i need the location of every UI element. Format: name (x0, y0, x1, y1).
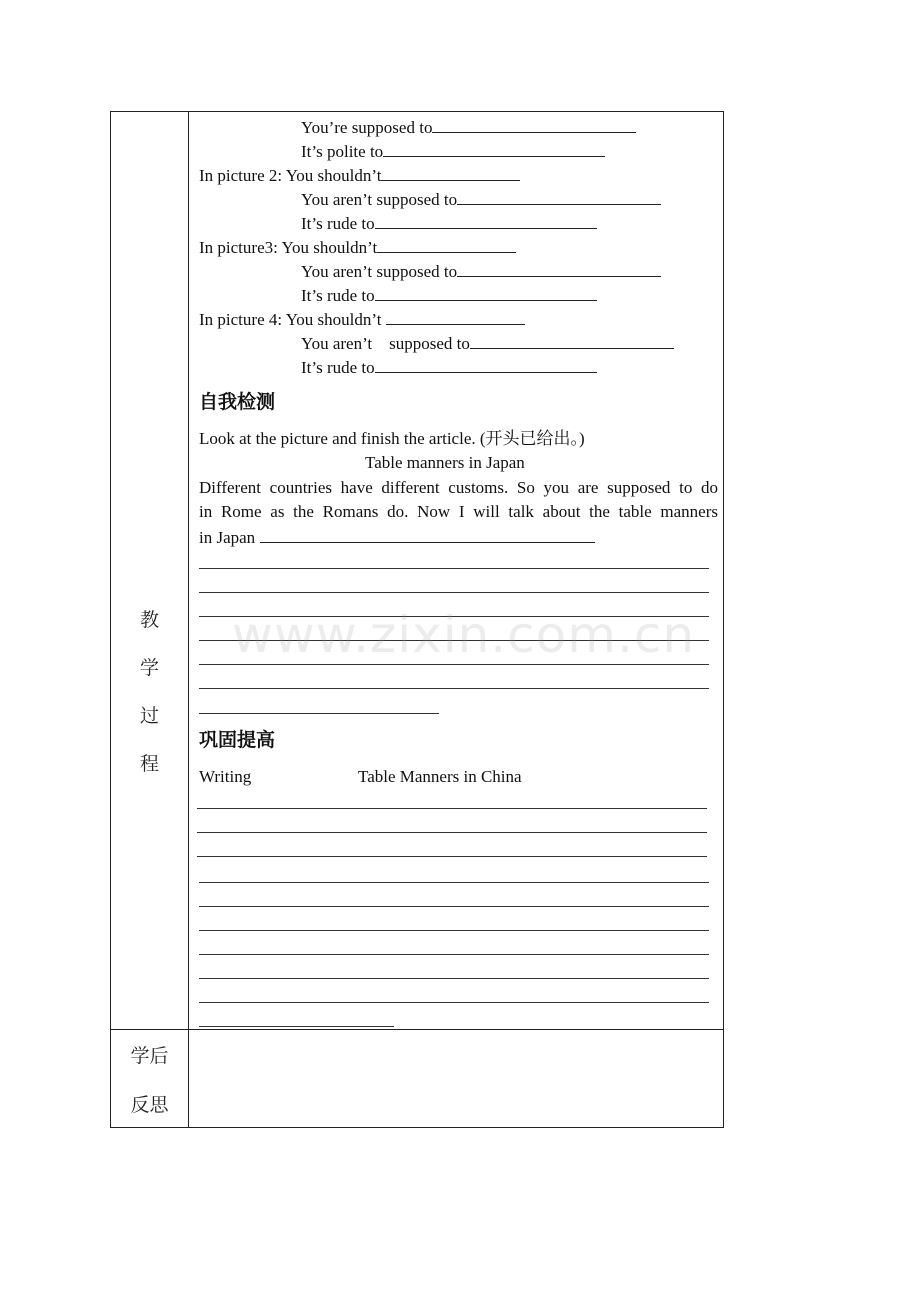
exercise-line: You aren’t supposed to (301, 260, 661, 282)
writing-line[interactable] (199, 592, 709, 593)
exercise-line: In picture 4: You shouldn’t (199, 308, 525, 330)
exercise-line: It’s polite to (301, 140, 605, 162)
answer-blank[interactable] (383, 140, 605, 157)
row-divider (111, 1029, 723, 1030)
writing-line[interactable] (199, 930, 709, 931)
label-char: 教 (139, 609, 159, 631)
label-line: 反思 (130, 1094, 169, 1116)
article-title: Table manners in Japan (365, 453, 525, 472)
writing-line[interactable] (199, 1026, 394, 1027)
article-paragraph-line: Different countries have different customs. So you are supposed to do (199, 478, 718, 497)
exercise-line: You’re supposed to (301, 116, 636, 138)
label-char: 程 (139, 753, 159, 775)
label-char: 学 (139, 657, 159, 679)
exercise-line: In picture 2: You shouldn’t (199, 164, 520, 186)
article-paragraph-line: in Japan (199, 526, 595, 548)
article-paragraph-line: in Rome as the Romans do. Now I will talk about the table manners (199, 502, 718, 521)
exercise-line: It’s rude to (301, 212, 597, 234)
column-divider (188, 112, 189, 1127)
answer-blank[interactable] (375, 284, 597, 301)
label-line: 学后 (130, 1045, 169, 1067)
writing-title: Table Manners in China (358, 767, 522, 786)
self-test-instruction: Look at the picture and finish the article. (开头已给出。) (199, 429, 585, 448)
exercise-line: You aren’t supposed to (301, 188, 661, 210)
writing-line[interactable] (199, 568, 709, 569)
writing-line[interactable] (199, 906, 709, 907)
watermark: www.zixin.com.cn (232, 606, 696, 664)
writing-line[interactable] (199, 978, 709, 979)
writing-line[interactable] (199, 664, 709, 665)
label-teaching-process (111, 605, 188, 797)
consolidate-heading: 巩固提高 (199, 729, 276, 751)
writing-line[interactable] (199, 882, 709, 883)
answer-blank[interactable] (375, 356, 597, 373)
writing-line[interactable] (197, 832, 707, 833)
answer-blank[interactable] (375, 212, 597, 229)
answer-blank[interactable] (457, 188, 661, 205)
writing-line[interactable] (197, 808, 707, 809)
exercise-line: It’s rude to (301, 356, 597, 378)
exercise-line: It’s rude to (301, 284, 597, 306)
answer-blank[interactable] (432, 116, 636, 133)
answer-blank[interactable] (470, 332, 674, 349)
answer-blank[interactable] (377, 236, 516, 253)
answer-blank[interactable] (260, 526, 595, 543)
label-char: 过 (139, 705, 159, 727)
writing-label: Writing (199, 767, 252, 786)
writing-line[interactable] (197, 856, 707, 857)
writing-line[interactable] (199, 688, 709, 689)
exercise-line: You aren’t supposed to (301, 332, 674, 354)
label-reflection (111, 1041, 188, 1139)
exercise-line: In picture3: You shouldn’t (199, 236, 516, 258)
answer-blank[interactable] (386, 308, 525, 325)
answer-blank[interactable] (457, 260, 661, 277)
writing-line[interactable] (199, 713, 439, 714)
writing-line[interactable] (199, 954, 709, 955)
writing-line[interactable] (199, 1002, 709, 1003)
answer-blank[interactable] (381, 164, 520, 181)
self-test-heading: 自我检测 (199, 391, 276, 413)
